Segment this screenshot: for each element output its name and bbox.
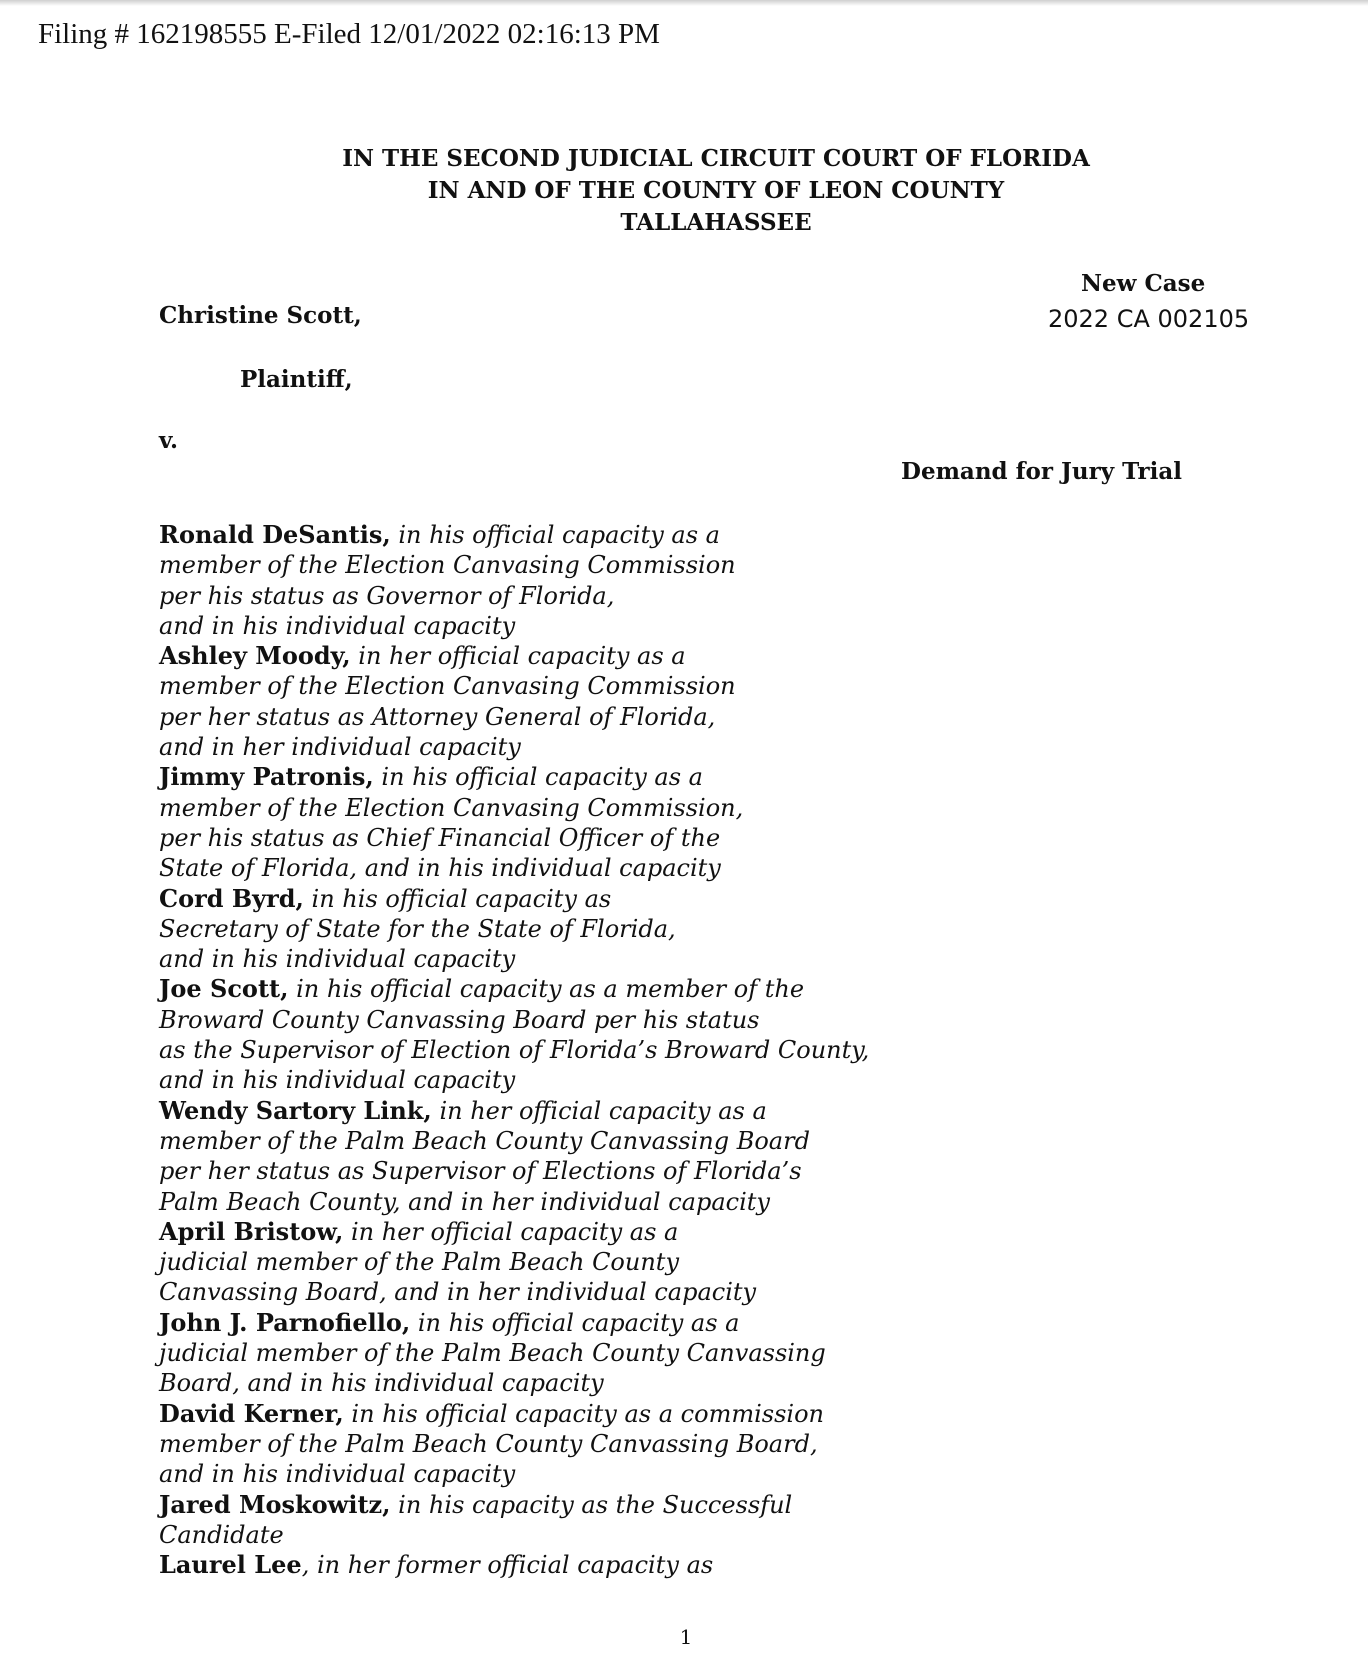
defendant-description: member of the Palm Beach County Canvassing Board: [159, 1126, 810, 1155]
defendant-description: member of the Palm Beach County Canvassing Board,: [159, 1429, 818, 1458]
defendant-description: in his official capacity as: [311, 884, 612, 913]
defendant-description: and in his individual capacity: [159, 1066, 516, 1095]
defendant-description: as the Supervisor of Election of Florida’s Broward County,: [159, 1036, 870, 1065]
defendant-name: Wendy Sartory Link,: [159, 1095, 432, 1125]
defendant-line: [159, 641, 1079, 671]
defendant-name: Jared Moskowitz,: [159, 1489, 391, 1519]
court-line-2: IN AND OF THE COUNTY OF LEON COUNTY: [427, 177, 1005, 204]
filing-header: Filing # 162198555 E-Filed 12/01/2022 02:16:13 PM: [38, 18, 660, 50]
defendant-description: Secretary of State for the State of Florida,: [159, 914, 676, 943]
defendant-description: member of the Election Canvasing Commission: [159, 672, 736, 701]
defendant-description: in his official capacity as a: [398, 521, 720, 549]
court-caption: [0, 143, 1368, 239]
new-case-label: New Case: [1081, 270, 1206, 297]
defendant-line: [159, 520, 1079, 550]
defendant-description: Candidate: [159, 1520, 284, 1549]
case-number: 2022 CA 002105: [1048, 305, 1250, 333]
defendant-line: [159, 1308, 1079, 1338]
defendant-line: [159, 974, 1079, 1004]
defendant-description: and in his individual capacity: [159, 1460, 516, 1489]
defendant-description: judicial member of the Palm Beach County Canvassing: [159, 1339, 826, 1368]
defendant-description: per her status as Supervisor of Elections of Florida’s: [159, 1157, 802, 1186]
defendant-name: John J. Parnofiello,: [159, 1307, 411, 1337]
defendant-description: in her official capacity as a: [358, 642, 686, 671]
defendant-name: David Kerner,: [159, 1398, 344, 1428]
defendant-line: [159, 1550, 1079, 1580]
defendant-description: member of the Election Canvasing Commission: [159, 551, 736, 580]
defendant-line: [159, 1399, 1079, 1429]
defendant-description: Broward County Canvassing Board per his status: [159, 1005, 760, 1034]
defendant-description: member of the Election Canvasing Commission,: [159, 793, 744, 822]
defendant-description: Board, and in his individual capacity: [159, 1369, 604, 1398]
defendants-list: [159, 520, 1079, 1580]
defendant-description: in his official capacity as a commission: [351, 1399, 824, 1428]
defendant-description: per his status as Governor of Florida,: [159, 581, 615, 610]
defendant-description: Palm Beach County, and in her individual capacity: [159, 1187, 770, 1216]
defendant-description: , in her former official capacity as: [301, 1551, 714, 1580]
defendant-name: April Bristow,: [159, 1216, 344, 1246]
defendant-line: [159, 1217, 1079, 1247]
defendant-description: in his official capacity as a member of the: [296, 975, 805, 1004]
page-top-edge: [0, 0, 1368, 6]
plaintiff-role: Plaintiff,: [240, 366, 353, 393]
plaintiff-name: Christine Scott,: [159, 302, 362, 329]
defendant-name: Cord Byrd,: [159, 883, 304, 913]
court-line-3: TALLAHASSEE: [620, 209, 812, 236]
court-line-1: IN THE SECOND JUDICIAL CIRCUIT COURT OF FLORIDA: [342, 145, 1090, 172]
defendant-description: per her status as Attorney General of Florida,: [159, 702, 716, 731]
defendant-name: Ashley Moody,: [159, 641, 351, 671]
defendant-name: Ronald DeSantis,: [159, 520, 391, 549]
versus-label: v.: [159, 427, 179, 454]
defendant-description: in her official capacity as a: [439, 1096, 767, 1125]
defendant-name: Laurel Lee: [159, 1550, 302, 1580]
defendant-description: and in his individual capacity: [159, 611, 516, 640]
defendant-description: Canvassing Board, and in her individual capacity: [159, 1278, 757, 1307]
defendant-description: in her official capacity as a: [351, 1217, 679, 1246]
defendant-description: per his status as Chief Financial Officer of the: [159, 823, 721, 852]
defendant-description: and in her individual capacity: [159, 733, 521, 762]
defendant-description: and in his individual capacity: [159, 945, 516, 974]
defendant-line: [159, 762, 1079, 792]
defendant-description: in his official capacity as a: [417, 1308, 740, 1337]
defendant-description: in his capacity as the Successful: [398, 1490, 793, 1519]
defendant-name: Jimmy Patronis,: [159, 762, 374, 792]
jury-demand: Demand for Jury Trial: [901, 458, 1183, 485]
defendant-description: in his official capacity as a: [381, 763, 703, 792]
defendant-description: judicial member of the Palm Beach County: [159, 1248, 679, 1277]
defendant-line: [159, 884, 1079, 914]
defendant-description: State of Florida, and in his individual capacity: [159, 854, 721, 883]
page-number: 1: [679, 1625, 693, 1649]
defendant-line: [159, 1096, 1079, 1126]
defendant-name: Joe Scott,: [159, 974, 289, 1004]
defendant-line: [159, 1490, 1079, 1520]
